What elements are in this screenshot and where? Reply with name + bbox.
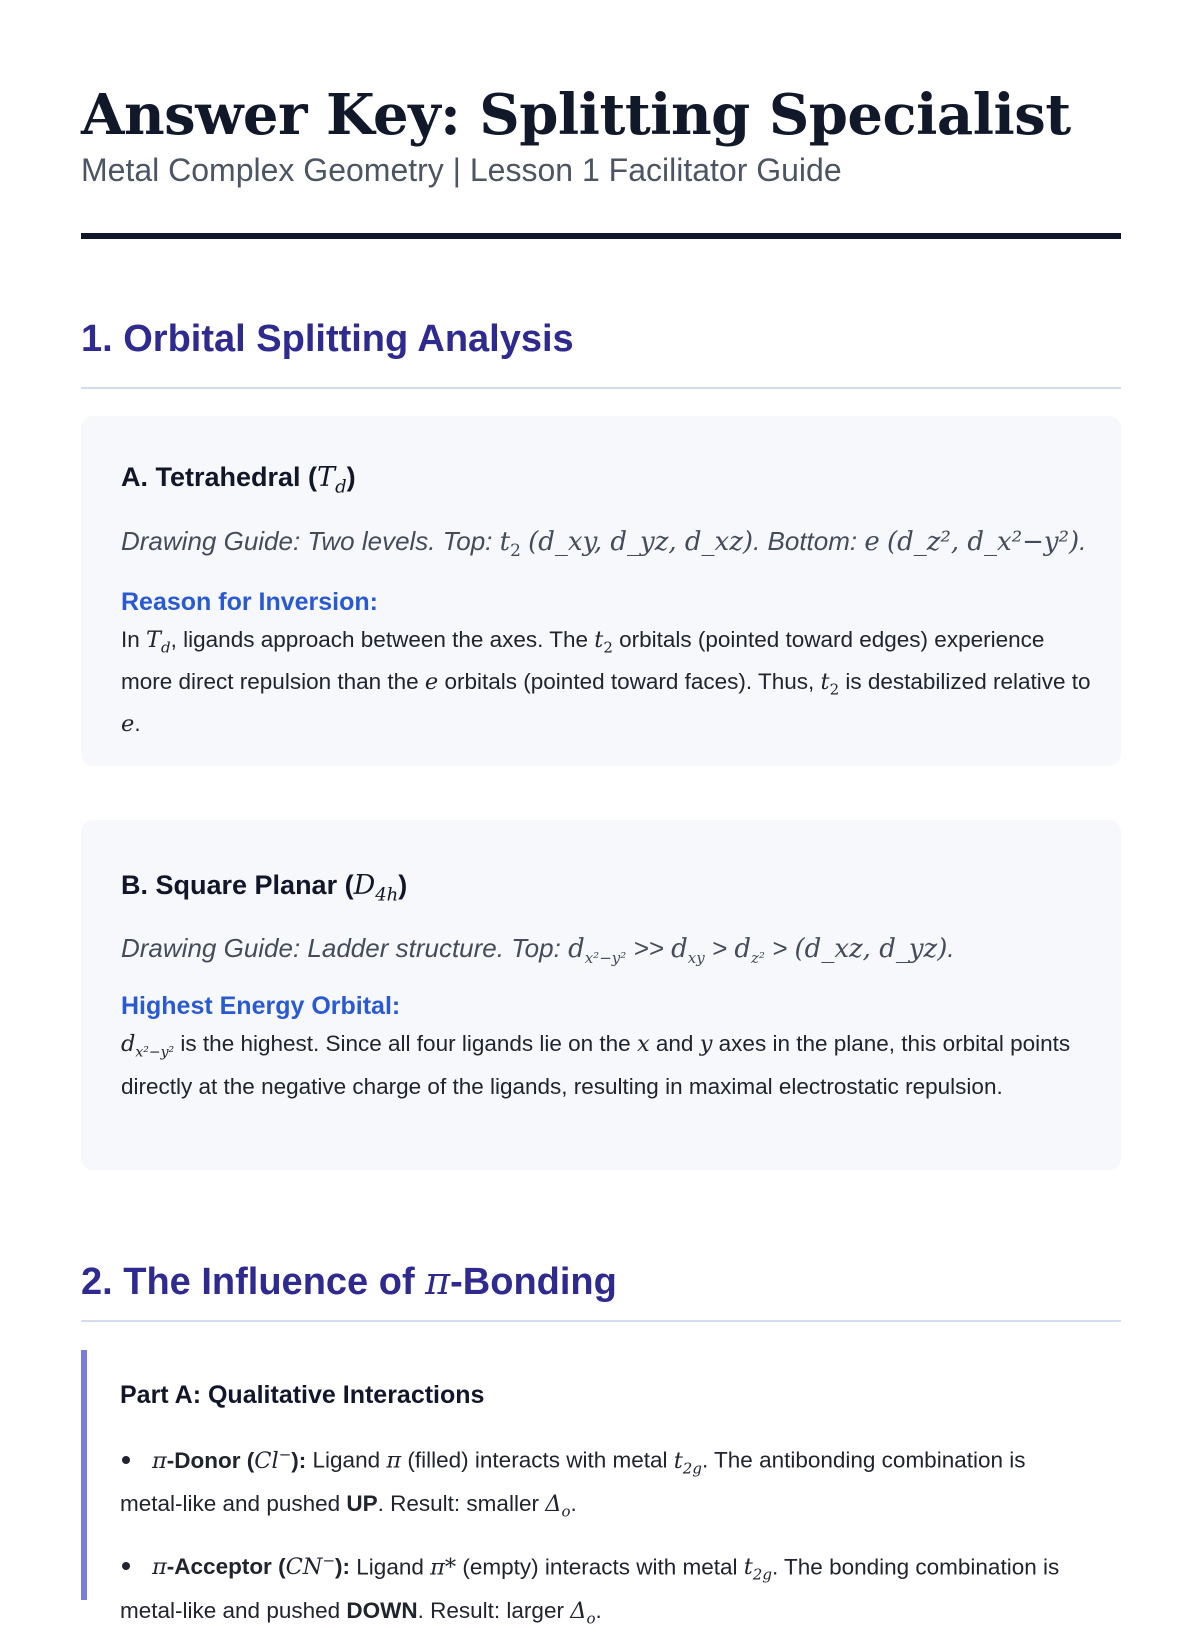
page-title: Answer Key: Splitting Specialist — [81, 82, 1071, 148]
tetrahedral-drawing-guide: Drawing Guide: Two levels. Top: $t_2$ (d_xy, d_yz, d_xz). Bottom: e (d_z², d_x²−y²). — [121, 526, 1087, 562]
bullet-icon — [122, 1562, 130, 1570]
section-1-divider — [81, 387, 1121, 389]
section-2-heading: 2. The Influence of π-Bonding — [81, 1259, 617, 1303]
section-1-heading: 1. Orbital Splitting Analysis — [81, 318, 574, 360]
part-a-title: Part A: Qualitative Interactions — [120, 1381, 485, 1409]
interactions-list — [120, 1436, 1090, 1649]
list-item-pi-acceptor: π-Acceptor (CN−): Ligand π* (empty) interacts with metal $t_{2g}$. The bonding combination is metal-like and pushed DOWN. Result: larger $\Delta_o$. — [120, 1551, 1060, 1627]
square-planar-card-title: B. Square Planar $(D_{4h})$ — [121, 870, 408, 906]
bullet-icon — [122, 1456, 130, 1464]
tetrahedral-explanation: In $T_d$, ligands approach between the axes. The $t_2$ orbitals (pointed toward edges) experience more direct repulsion than the e orbitals (pointed toward faces). Thus, $t_2$ is destabilized relative to e. — [121, 627, 1091, 737]
list-item-pi-donor: π-Donor (Cl−): Ligand π (filled) interacts with metal $t_{2g}$. The antibonding combination is metal-like and pushed UP. Result: smaller $\Delta_o$. — [120, 1445, 1026, 1521]
highest-energy-orbital-subhead: Highest Energy Orbital: — [121, 992, 401, 1020]
section-2-divider — [81, 1320, 1121, 1322]
part-a-callout — [81, 1350, 1127, 1627]
tetrahedral-card-title: A. Tetrahedral $(T_d)$ — [121, 462, 356, 498]
tetrahedral-card — [81, 416, 1121, 766]
square-planar-explanation: $d_{x^2-y^2}$ is the highest. Since all four ligands lie on the x and y axes in the plane, this orbital points directly at the negative charge of the ligands, resulting in maximal electrostatic repulsion. — [121, 1031, 1071, 1099]
reason-for-inversion-subhead: Reason for Inversion: — [121, 588, 378, 616]
square-planar-drawing-guide: Drawing Guide: Ladder structure. Top: $d_{x^2-y^2} >> d_{xy} > d_{z^2}$ > (d_xz, d_yz). — [121, 933, 955, 968]
square-planar-card — [81, 820, 1121, 1170]
page-subtitle: Metal Complex Geometry | Lesson 1 Facilitator Guide — [81, 152, 842, 188]
title-divider — [81, 233, 1121, 239]
